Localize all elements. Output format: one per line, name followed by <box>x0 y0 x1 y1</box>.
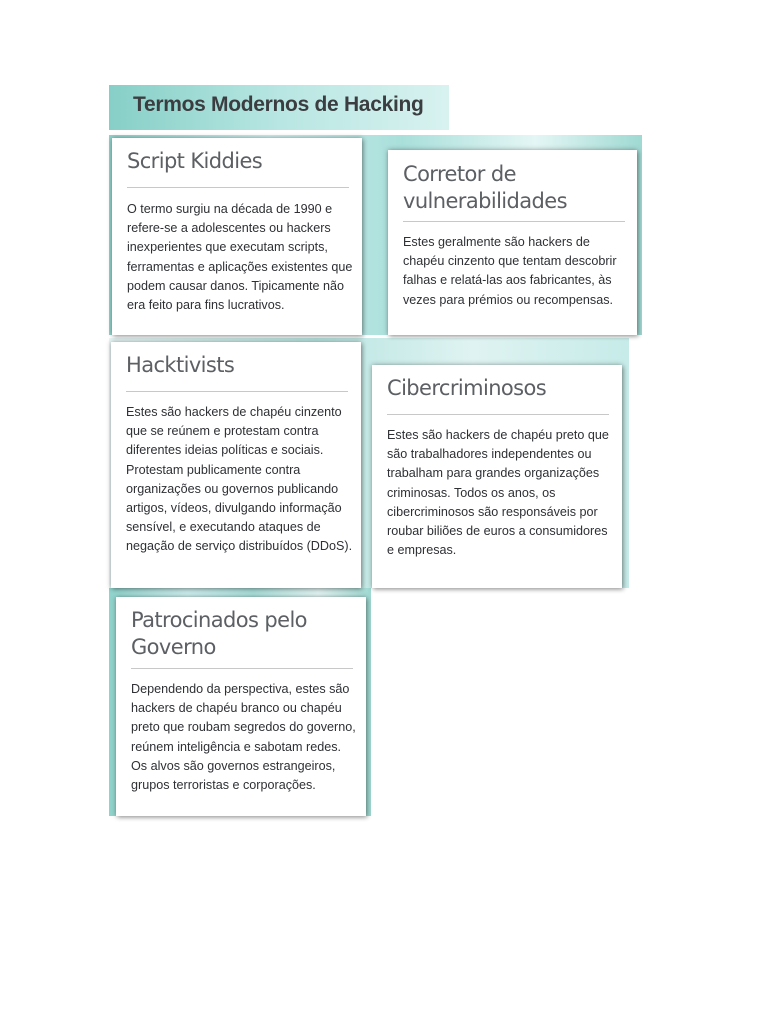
card-body: Estes geralmente são hackers de chapéu cinzento que tentam descobrir falhas e relatá-las aos fabricantes, às vezes para prémios ou recompensas. <box>403 235 617 307</box>
card-divider <box>131 668 353 669</box>
card-patrocinados-governo <box>116 597 366 816</box>
card-body: Estes são hackers de chapéu preto que são trabalhadores independentes ou trabalham para grandes organizações criminosas. Todos os anos, os cibercriminosos são responsáveis por roubar biliões de euros a consumidores e empresas. <box>387 428 609 558</box>
card-divider <box>387 414 609 415</box>
page-title: Termos Modernos de Hacking <box>133 93 424 116</box>
title-banner <box>109 85 449 130</box>
card-corretor-vulnerabilidades <box>388 150 637 335</box>
card-divider <box>403 221 625 222</box>
card-divider <box>126 391 348 392</box>
card-script-kiddies <box>112 138 362 335</box>
card-divider <box>127 187 349 188</box>
card-body: Estes são hackers de chapéu cinzento que se reúnem e protestam contra diferentes ideias políticas e sociais. Protestam publicamente contra organizações ou governos publicando artigos, vídeos, divulgando informação sensível, e executando ataques de negação de serviço distribuídos (DDoS). <box>126 405 353 554</box>
card-cibercriminosos <box>372 365 622 588</box>
card-title: Cibercriminosos <box>387 376 547 400</box>
card-body: O termo surgiu na década de 1990 e refere-se a adolescentes ou hackers inexperientes que executam scripts, ferramentas e aplicações existentes que podem causar danos. Tipicamente não era feito para fins lucrativos. <box>127 202 353 313</box>
card-body: Dependendo da perspectiva, estes são hackers de chapéu branco ou chapéu preto que roubam segredos do governo, reúnem inteligência e sabotam redes. Os alvos são governos estrangeiros, grupos terroristas e corporações. <box>131 682 356 793</box>
card-title: Hacktivists <box>126 353 235 377</box>
card-title: Corretor de vulnerabilidades <box>403 162 567 213</box>
card-title: Script Kiddies <box>127 149 263 173</box>
card-hacktivists <box>111 342 361 588</box>
card-title: Patrocinados pelo Governo <box>131 608 307 659</box>
